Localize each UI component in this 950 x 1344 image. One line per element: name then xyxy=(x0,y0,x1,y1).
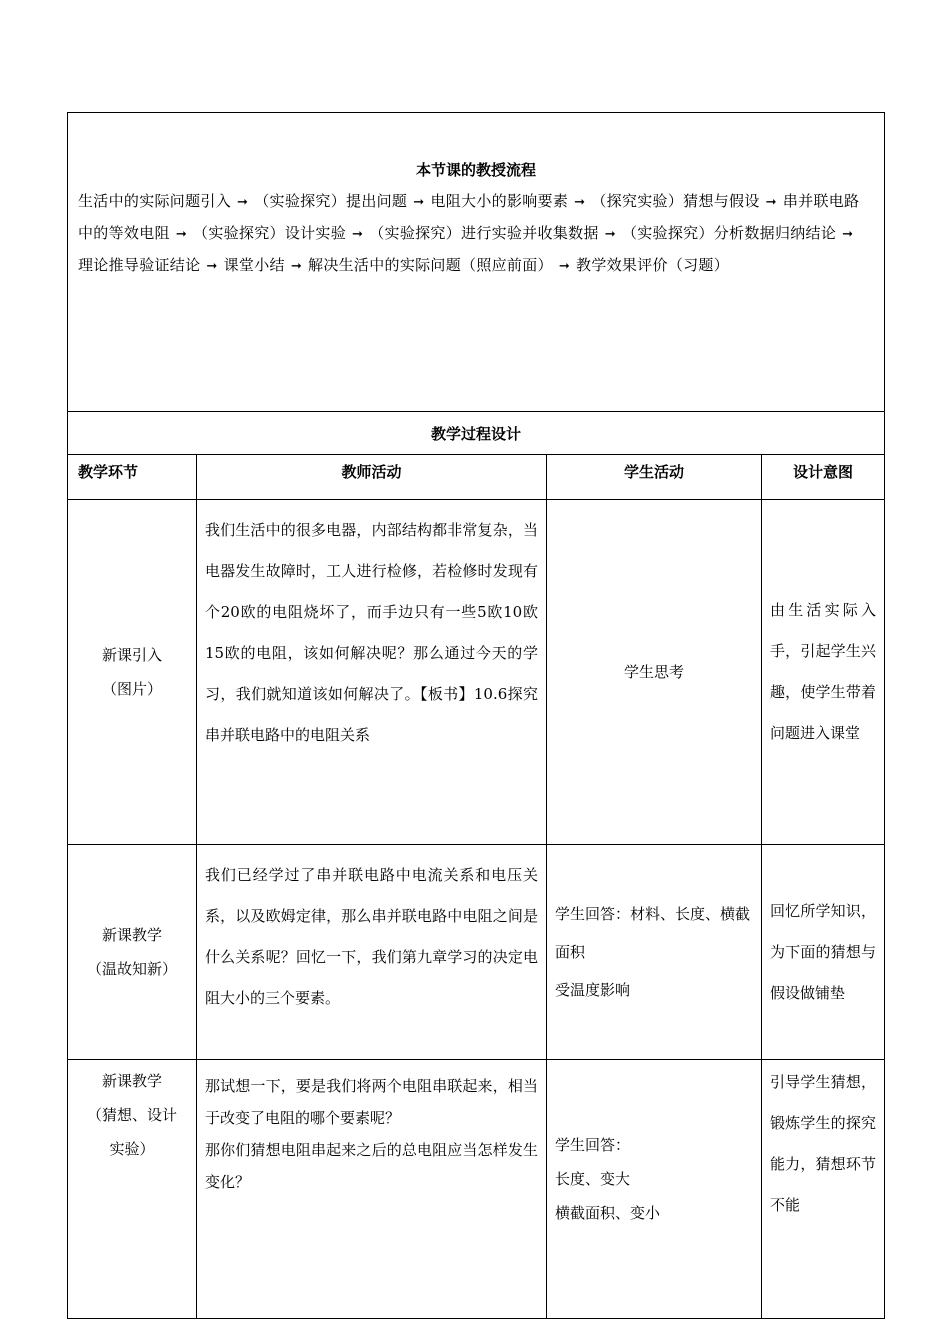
flow-step: 解决生活中的实际问题（照应前面） xyxy=(308,256,553,274)
teacher-activity-cell: 我们已经学过了串并联电路中电流关系和电压关系，以及欧姆定律，那么串并联电路中电阻之间是什么关系呢？回忆一下，我们第九章学习的决定电阻大小的三个要素。 xyxy=(197,845,547,1060)
stage-cell xyxy=(68,1060,197,1319)
table-row xyxy=(68,500,885,845)
stage-cell xyxy=(68,500,197,845)
arrow-right-icon: ➞ xyxy=(558,259,571,274)
header-stage: 教学环节 xyxy=(68,455,197,500)
lesson-plan-table xyxy=(67,112,885,1319)
arrow-right-icon: ➞ xyxy=(290,259,303,274)
flow-step: （探究实验）猜想与假设 xyxy=(591,192,760,210)
header-teacher: 教师活动 xyxy=(197,455,547,500)
flow-step: （实验探究）提出问题 xyxy=(254,192,408,210)
student-activity-cell xyxy=(547,845,762,1060)
header-intent: 设计意图 xyxy=(762,455,885,500)
design-intent-cell: 回忆所学知识，为下面的猜想与假设做铺垫 xyxy=(762,845,885,1060)
stage-name: 新课教学 xyxy=(101,926,162,944)
arrow-right-icon: ➞ xyxy=(413,195,425,210)
flow-step: （实验探究）分析数据归纳结论 xyxy=(621,224,837,242)
flow-step: 理论推导验证结论 xyxy=(78,256,201,274)
arrow-right-icon: ➞ xyxy=(574,195,586,210)
header-student: 学生活动 xyxy=(547,455,762,500)
arrow-right-icon: ➞ xyxy=(352,227,364,242)
stage-name: 新课引入 xyxy=(101,646,162,664)
flow-title: 本节课的教授流程 xyxy=(416,161,537,179)
arrow-right-icon: ➞ xyxy=(765,195,777,210)
teacher-activity-cell: 我们生活中的很多电器，内部结构都非常复杂，当电器发生故障时，工人进行检修，若检修时发现有个20欧的电阻烧坏了，而手边只有一些5欧10欧15欧的电阻，该如何解决呢？那么通过今天的学习，我们就知道该如何解决了。【板书】10.6探究串并联电路中的电阻关系 xyxy=(197,500,547,845)
student-answer: 学生回答： xyxy=(555,1136,631,1154)
table-row xyxy=(68,845,885,1060)
teacher-activity-cell xyxy=(197,1060,547,1319)
flow-step: （实验探究）进行实验并收集数据 xyxy=(369,224,599,242)
teacher-question: 那试想一下，要是我们将两个电阻串联起来，相当于改变了电阻的哪个要素呢？ xyxy=(205,1077,538,1127)
arrow-right-icon: ➞ xyxy=(842,227,854,242)
arrow-right-icon: ➞ xyxy=(604,227,616,242)
student-answer: 学生回答：材料、长度、横截面积 xyxy=(555,905,751,961)
stage-name: 新课教学 xyxy=(101,1072,162,1090)
table-header-row xyxy=(68,455,885,500)
section-title: 教学过程设计 xyxy=(68,412,885,455)
stage-cell xyxy=(68,845,197,1060)
flow-step: 生活中的实际问题引入 xyxy=(78,192,232,210)
arrow-right-icon: ➞ xyxy=(237,195,249,210)
student-activity-cell: 学生思考 xyxy=(547,500,762,845)
teaching-flow-cell xyxy=(68,113,885,412)
teacher-question: 那你们猜想电阻串起来之后的总电阻应当怎样发生变化？ xyxy=(205,1141,538,1191)
student-answer: 受温度影响 xyxy=(555,981,631,999)
flow-step: 串并联电路中的等效电阻 xyxy=(78,192,860,242)
flow-step: 教学效果评价（习题） xyxy=(576,256,730,274)
design-intent-cell: 由生活实际入手，引起学生兴趣，使学生带着问题进入课堂 xyxy=(762,500,885,845)
arrow-right-icon: ➞ xyxy=(175,227,188,242)
student-answer: 长度、变大 xyxy=(555,1170,631,1188)
design-intent-cell: 引导学生猜想，锻炼学生的探究能力，猜想环节不能 xyxy=(762,1060,885,1319)
arrow-right-icon: ➞ xyxy=(206,259,218,274)
stage-note: （温故知新） xyxy=(86,960,177,978)
student-answer: 横截面积、变小 xyxy=(555,1204,661,1222)
table-row xyxy=(68,1060,885,1319)
stage-note: 实验） xyxy=(109,1140,155,1158)
stage-note: （猜想、设计 xyxy=(86,1106,177,1124)
student-activity-cell xyxy=(547,1060,762,1319)
flow-step: 课堂小结 xyxy=(223,256,285,274)
flow-step: （实验探究）设计实验 xyxy=(193,224,347,242)
lesson-plan-page xyxy=(67,112,884,1319)
flow-steps xyxy=(78,186,874,282)
stage-note: （图片） xyxy=(101,680,162,698)
flow-step: 电阻大小的影响要素 xyxy=(430,192,569,210)
